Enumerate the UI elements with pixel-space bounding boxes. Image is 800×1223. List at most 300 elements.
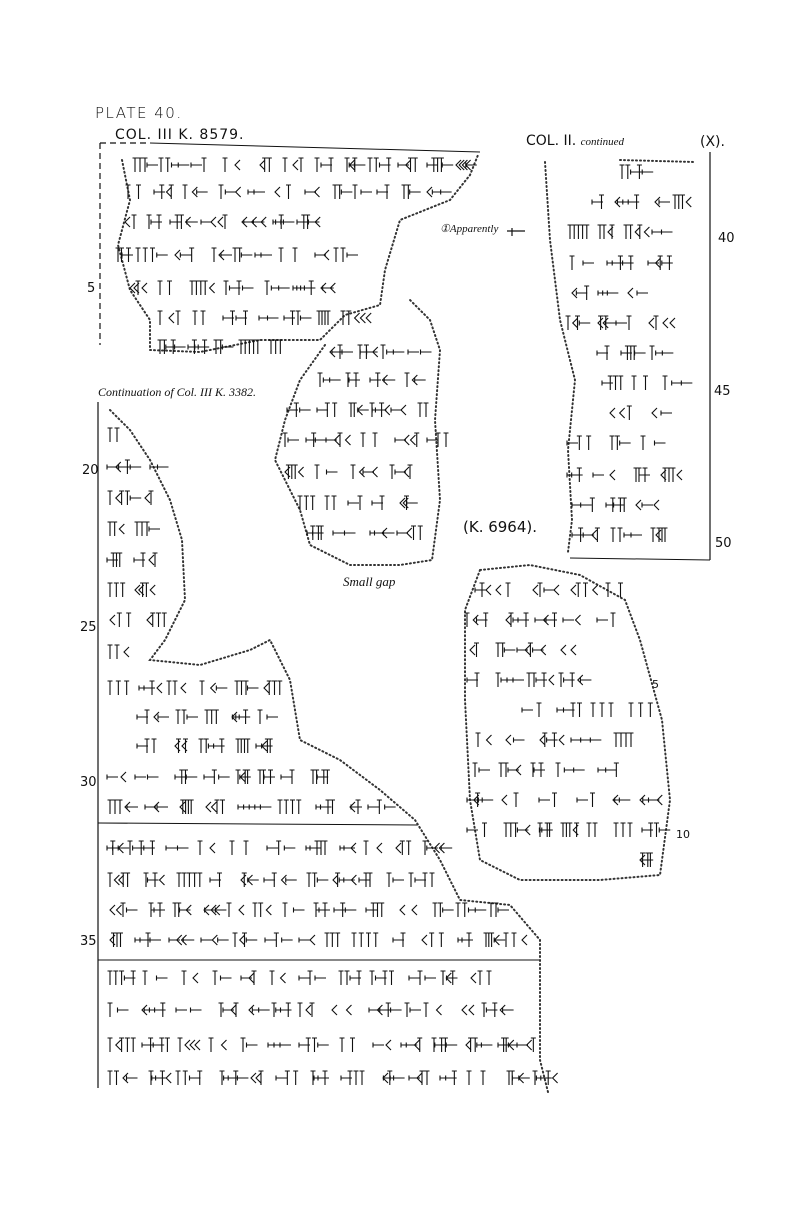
cuneiform-sign <box>268 1043 291 1048</box>
cuneiform-sign <box>190 281 215 295</box>
cuneiform-sign <box>135 775 159 780</box>
cuneiform-sign <box>108 873 131 887</box>
cuneiform-sign <box>648 256 673 270</box>
cuneiform-sign <box>283 158 304 172</box>
cuneiform-sign <box>242 217 266 227</box>
cuneiform-sign <box>298 1003 315 1017</box>
line-number: 5 <box>87 281 96 296</box>
cuneiform-sign <box>506 735 525 745</box>
cuneiform-sign <box>614 733 634 747</box>
cuneiform-sign <box>316 800 335 814</box>
cuneiform-sign <box>370 528 395 538</box>
cuneiform-sign <box>136 248 168 262</box>
cuneiform-sign <box>318 373 341 387</box>
cuneiform-sign <box>258 710 279 724</box>
cuneiform-sign <box>473 763 491 777</box>
footnote-marker: ① <box>440 223 450 235</box>
cuneiform-sign <box>278 800 302 814</box>
cuneiform-sign <box>563 615 581 625</box>
cuneiform-text <box>107 158 692 1085</box>
cuneiform-sign <box>293 281 315 295</box>
cuneiform-sign <box>299 1038 329 1052</box>
cuneiform-sign <box>345 158 366 172</box>
col2-heading-note: continued <box>580 136 625 148</box>
cuneiform-sign <box>402 185 421 199</box>
cuneiform-sign <box>107 460 141 474</box>
cuneiform-sign <box>107 772 126 782</box>
cuneiform-sign <box>108 645 130 659</box>
cuneiform-sign <box>298 496 316 510</box>
cuneiform-sign <box>201 215 228 229</box>
cuneiform-sign <box>383 1071 405 1085</box>
cuneiform-sign <box>358 345 378 359</box>
cuneiform-sign <box>199 739 225 753</box>
cuneiform-sign <box>219 185 241 199</box>
cuneiform-sign <box>134 553 158 567</box>
cuneiform-sign <box>597 613 616 627</box>
cuneiform-sign <box>325 933 341 947</box>
cuneiform-sign <box>232 710 250 724</box>
cuneiform-sign <box>456 903 487 917</box>
cuneiform-sign <box>409 1071 430 1085</box>
cuneiform-sign <box>572 528 600 542</box>
cuneiform-sign <box>204 770 230 784</box>
cuneiform-sign <box>484 933 506 947</box>
cuneiform-sign <box>311 770 330 784</box>
col3-top-rule <box>150 143 480 152</box>
cuneiform-sign <box>613 795 630 805</box>
cuneiform-sign <box>390 465 413 479</box>
cuneiform-sign <box>405 373 426 387</box>
cuneiform-sign <box>281 770 295 784</box>
cuneiform-sign <box>201 935 229 945</box>
cuneiform-sign <box>183 185 208 199</box>
cuneiform-sign <box>214 340 234 354</box>
cuneiform-sign <box>299 935 315 945</box>
cuneiform-sign <box>353 185 373 199</box>
cuneiform-sign <box>467 673 480 687</box>
cuneiform-sign <box>139 681 162 695</box>
cuneiform-sign <box>517 643 546 657</box>
fragment-outline-col2 <box>545 160 695 552</box>
cuneiform-sign <box>465 613 489 627</box>
ruling-line <box>98 823 418 825</box>
cuneiform-sign <box>315 158 334 172</box>
cuneiform-sign <box>539 793 557 807</box>
cuneiform-sign <box>135 522 161 536</box>
cuneiform-sign <box>133 158 159 172</box>
cuneiform-sign <box>230 841 249 855</box>
cuneiform-sign <box>307 526 324 540</box>
cuneiform-sign <box>531 763 546 777</box>
cuneiform-sign <box>241 1038 258 1052</box>
cuneiform-sign <box>236 739 251 753</box>
cuneiform-sign <box>283 903 305 917</box>
cuneiform-sign <box>496 583 511 597</box>
plate-title: PLATE 40. <box>95 104 183 122</box>
cuneiform-sign <box>137 710 169 724</box>
cuneiform-sign <box>233 933 258 947</box>
cuneiform-sign <box>557 703 582 717</box>
line-number: 25 <box>80 620 97 635</box>
cuneiform-sign <box>587 823 598 837</box>
cuneiform-sign <box>381 345 405 359</box>
cuneiform-sign <box>177 873 203 887</box>
cuneiform-sign <box>427 433 449 447</box>
cuneiform-sign <box>107 553 122 567</box>
cuneiform-sign <box>427 158 453 172</box>
cuneiform-sign <box>346 373 361 387</box>
cuneiform-sign <box>561 645 576 655</box>
cuneiform-sign <box>470 643 479 657</box>
line-number: 35 <box>80 934 97 949</box>
cuneiform-sign <box>147 613 167 627</box>
cuneiform-sign <box>628 288 648 298</box>
cuneiform-sign <box>176 710 199 724</box>
cuneiform-sign <box>597 346 610 360</box>
cuneiform-sign <box>359 873 373 887</box>
cuneiform-sign <box>284 311 312 325</box>
cuneiform-sign <box>475 583 491 597</box>
cuneiform-sign <box>150 465 169 470</box>
cuneiform-sign <box>154 185 174 199</box>
cuneiform-sign <box>373 1040 391 1050</box>
cuneiform-sign <box>370 971 395 985</box>
cuneiform-sign <box>517 1038 536 1052</box>
cuneiform-sign <box>108 583 126 597</box>
cuneiform-sign <box>143 971 168 985</box>
cuneiform-sign <box>334 248 359 262</box>
cuneiform-sign <box>126 185 142 199</box>
cuneiform-sign <box>326 433 351 447</box>
cuneiform-sign <box>629 703 653 717</box>
cuneiform-sign <box>471 971 492 985</box>
cuneiform-sign <box>269 340 283 354</box>
cuneiform-sign <box>649 316 675 330</box>
cuneiform-sign <box>125 215 137 229</box>
cuneiform-sign <box>116 248 134 262</box>
cuneiform-sign <box>409 971 436 985</box>
cuneiform-sign <box>264 873 297 887</box>
cuneiform-sign <box>611 528 643 542</box>
cuneiform-sign <box>306 841 328 855</box>
cuneiform-sign <box>351 465 378 479</box>
cuneiform-sign <box>368 800 396 814</box>
cuneiform-sign <box>566 316 591 330</box>
cuneiform-sign <box>467 1071 486 1085</box>
cuneiform-sign <box>395 433 419 447</box>
cuneiform-sign <box>610 406 632 420</box>
cuneiform-sign <box>108 800 139 814</box>
cuneiform-sign <box>370 373 395 387</box>
cuneiform-sign <box>432 1038 458 1052</box>
col2-bottom-rule <box>570 558 710 560</box>
cuneiform-sign <box>598 225 615 239</box>
cuneiform-sign <box>317 403 337 417</box>
cuneiform-sign <box>533 583 559 597</box>
cuneiform-sign <box>652 230 673 235</box>
cuneiform-sign <box>607 256 634 270</box>
cuneiform-sign <box>377 185 390 199</box>
cuneiform-sign <box>567 436 591 450</box>
cuneiform-sign <box>212 248 233 262</box>
cuneiform-sign <box>427 187 452 197</box>
cuneiform-sign <box>205 710 219 724</box>
cuneiform-sign <box>499 763 522 777</box>
cuneiform-sign <box>315 465 338 479</box>
cuneiform-sign <box>570 256 595 270</box>
cuneiform-sign <box>593 470 615 480</box>
cuneiform-sign <box>108 971 136 985</box>
cuneiform-sign <box>349 403 369 417</box>
cuneiform-sign <box>507 1071 530 1085</box>
cuneiform-sign <box>110 903 138 917</box>
cuneiform-sign <box>598 291 618 296</box>
cuneiform-sign <box>305 187 320 197</box>
cuneiform-sign <box>572 498 595 512</box>
cuneiform-sign <box>135 933 161 947</box>
cuneiform-sign <box>258 770 276 784</box>
cuneiform-sign <box>108 1071 138 1085</box>
cuneiform-sign <box>108 428 120 442</box>
cuneiform-sign <box>651 528 668 542</box>
cuneiform-sign <box>204 905 226 915</box>
cuneiform-sign <box>632 376 649 390</box>
cuneiform-sign <box>238 805 271 810</box>
cuneiform-sign <box>167 681 187 695</box>
cuneiform-sign <box>176 1008 202 1013</box>
cuneiform-sign <box>108 1003 129 1017</box>
cuneiform-sign <box>270 971 286 985</box>
cuneiform-sign <box>145 491 154 505</box>
cuneiform-sign <box>145 802 168 812</box>
cuneiform-sign <box>265 281 290 295</box>
cuneiform-sign <box>273 215 294 229</box>
cuneiform-sign <box>219 1003 239 1017</box>
cuneiform-sign <box>348 496 363 510</box>
line-number: 50 <box>715 536 732 551</box>
cuneiform-sign <box>616 316 632 330</box>
cuneiform-sign <box>299 971 326 985</box>
cuneiform-sign <box>283 433 300 447</box>
cuneiform-sign <box>314 903 331 917</box>
cuneiform-sign <box>640 853 653 867</box>
cuneiform-sign <box>655 197 670 207</box>
line-number: 40 <box>718 231 735 246</box>
cuneiform-sign <box>339 971 362 985</box>
cuneiform-sign <box>315 250 329 260</box>
cuneiform-sign <box>311 1071 330 1085</box>
cuneiform-sign <box>369 1003 402 1017</box>
cuneiform-sign <box>527 673 555 687</box>
cuneiform-sign <box>325 496 337 510</box>
cuneiform-sign <box>502 793 519 807</box>
cuneiform-sign <box>213 971 232 985</box>
cuneiform-sign <box>561 823 580 837</box>
cuneiform-sign <box>341 1071 365 1085</box>
cuneiform-sign <box>158 281 173 295</box>
cuneiform-sign <box>572 286 589 300</box>
cuneiform-sign <box>496 673 525 687</box>
cuneiform-sign <box>176 1071 203 1085</box>
cuneiform-sign <box>598 316 616 330</box>
x-label: (X). <box>700 134 725 150</box>
cuneiform-sign <box>476 733 492 747</box>
fragment-outline-continuation <box>110 410 548 1092</box>
cuneiform-sign <box>110 613 131 627</box>
cuneiform-sign <box>198 841 216 855</box>
continuation-label: Continuation of Col. III K. 3382. <box>98 385 257 399</box>
cuneiform-sign <box>364 841 383 855</box>
cuneiform-sign <box>255 253 272 258</box>
cuneiform-sign <box>235 681 259 695</box>
cuneiform-sign <box>317 311 331 325</box>
cuneiform-sign <box>571 583 598 597</box>
cuneiform-sign <box>401 1038 422 1052</box>
cuneiform-sign <box>341 311 372 325</box>
cuneiform-sign <box>396 841 411 855</box>
cuneiform-sign <box>456 160 477 170</box>
cuneiform-sign <box>433 903 454 917</box>
cuneiform-sign <box>506 613 529 627</box>
cuneiform-sign <box>108 522 125 536</box>
cuneiform-sign <box>591 703 614 717</box>
cuneiform-sign <box>368 158 392 172</box>
cuneiform-sign <box>108 491 142 505</box>
line-number: 5 <box>652 678 659 691</box>
cuneiform-sign <box>620 165 654 179</box>
fragment-outline-k6964 <box>465 565 670 880</box>
cuneiform-sign <box>206 800 225 814</box>
cuneiform-sign <box>397 526 423 540</box>
cuneiform-sign <box>408 350 432 355</box>
cuneiform-sign <box>467 823 487 837</box>
cuneiform-sign <box>496 643 516 657</box>
cuneiform-sign <box>149 903 166 917</box>
cuneiform-sign <box>650 346 674 360</box>
cuneiform-sign <box>209 1038 227 1052</box>
cuneiform-sign <box>170 215 198 229</box>
cuneiform-sign <box>259 316 279 321</box>
cuneiform-sign <box>239 340 261 354</box>
cuneiform-sign <box>137 739 157 753</box>
cuneiform-sign <box>400 905 417 915</box>
cuneiform-sign <box>333 873 356 887</box>
cuneiform-sign <box>614 823 633 837</box>
cuneiform-sign <box>166 846 189 851</box>
cuneiform-sign <box>108 1038 136 1052</box>
cuneiform-sign <box>264 681 282 695</box>
small-gap-label: Small gap <box>343 574 396 589</box>
cuneiform-sign <box>538 823 553 837</box>
cuneiform-sign <box>200 681 228 695</box>
cuneiform-sign <box>142 1038 170 1052</box>
cuneiform-sign <box>640 795 662 805</box>
cuneiform-sign <box>489 903 510 917</box>
cuneiform-sign <box>540 733 564 747</box>
cuneiform-sign <box>340 1038 356 1052</box>
line-number: 20 <box>82 463 99 478</box>
cuneiform-sign <box>458 933 473 947</box>
cuneiform-sign <box>673 195 692 209</box>
cuneiform-sign <box>220 1071 249 1085</box>
cuneiform-sign <box>606 498 627 512</box>
cuneiform-sign <box>466 1038 492 1052</box>
cuneiform-sign <box>175 739 188 753</box>
cuneiform-sign <box>423 841 453 855</box>
cuneiform-sign <box>634 468 651 482</box>
cuneiform-sign <box>535 613 557 627</box>
cuneiform-sign <box>223 158 241 172</box>
cuneiform-sign <box>602 376 623 390</box>
cuneiform-sign <box>393 933 406 947</box>
cuneiform-sign <box>400 496 418 510</box>
cuneiform-sign <box>227 903 245 917</box>
cuneiform-sign <box>265 933 293 947</box>
cuneiform-sign <box>418 403 429 417</box>
cuneiform-sign <box>182 971 199 985</box>
cuneiform-sign <box>462 1005 474 1015</box>
cuneiform-sign <box>272 1003 292 1017</box>
line-number: 10 <box>676 828 690 841</box>
cuneiform-sign <box>398 158 418 172</box>
cuneiform-sign <box>330 345 353 359</box>
line-number: 45 <box>714 384 731 399</box>
cuneiform-sign <box>306 433 326 447</box>
cuneiform-sign <box>522 703 542 717</box>
cuneiform-sign <box>504 823 531 837</box>
footnote-text: Apparently <box>449 223 499 235</box>
cuneiform-sign <box>641 436 666 450</box>
cuneiform-sign <box>233 248 253 262</box>
cuneiform-sign <box>193 311 206 325</box>
cuneiform-sign <box>498 1038 519 1052</box>
cuneiform-sign <box>260 158 272 172</box>
cuneiform-sign <box>636 500 659 510</box>
cuneiform-sign <box>276 1071 298 1085</box>
cuneiform-sign <box>135 583 155 597</box>
cuneiform-sign <box>191 158 207 172</box>
cuneiform-sign <box>621 346 646 360</box>
cuneiform-sign <box>556 763 585 777</box>
cuneiform-sign <box>128 841 155 855</box>
cuneiform-sign <box>241 971 257 985</box>
cuneiform-sign <box>159 158 190 172</box>
cuneiform-sign <box>251 1071 264 1085</box>
cuneiform-sign <box>610 436 631 450</box>
cuneiform-sign <box>178 1038 201 1052</box>
cuneiform-sign <box>391 405 406 415</box>
cuneiform-sign <box>321 283 335 293</box>
cuneiform-sign <box>267 841 295 855</box>
cuneiform-sign <box>142 1003 166 1017</box>
cuneiform-sign <box>332 1005 352 1015</box>
line-number: 30 <box>80 775 97 790</box>
cuneiform-sign <box>147 215 163 229</box>
cuneiform-sign <box>297 215 320 229</box>
cuneiform-sign <box>598 763 619 777</box>
k6964-label: (K. 6964). <box>463 518 538 536</box>
cuneiform-sign <box>249 1005 270 1015</box>
cuneiform-sign <box>253 903 272 917</box>
cuneiform-sign <box>424 1003 442 1017</box>
cuneiform-sign <box>256 739 273 753</box>
cuneiform-sign <box>149 1071 172 1085</box>
cuneiform-sign <box>180 800 194 814</box>
cuneiform-sign <box>279 248 298 262</box>
cuneiform-sign <box>592 195 604 209</box>
cuneiform-sign <box>110 933 123 947</box>
